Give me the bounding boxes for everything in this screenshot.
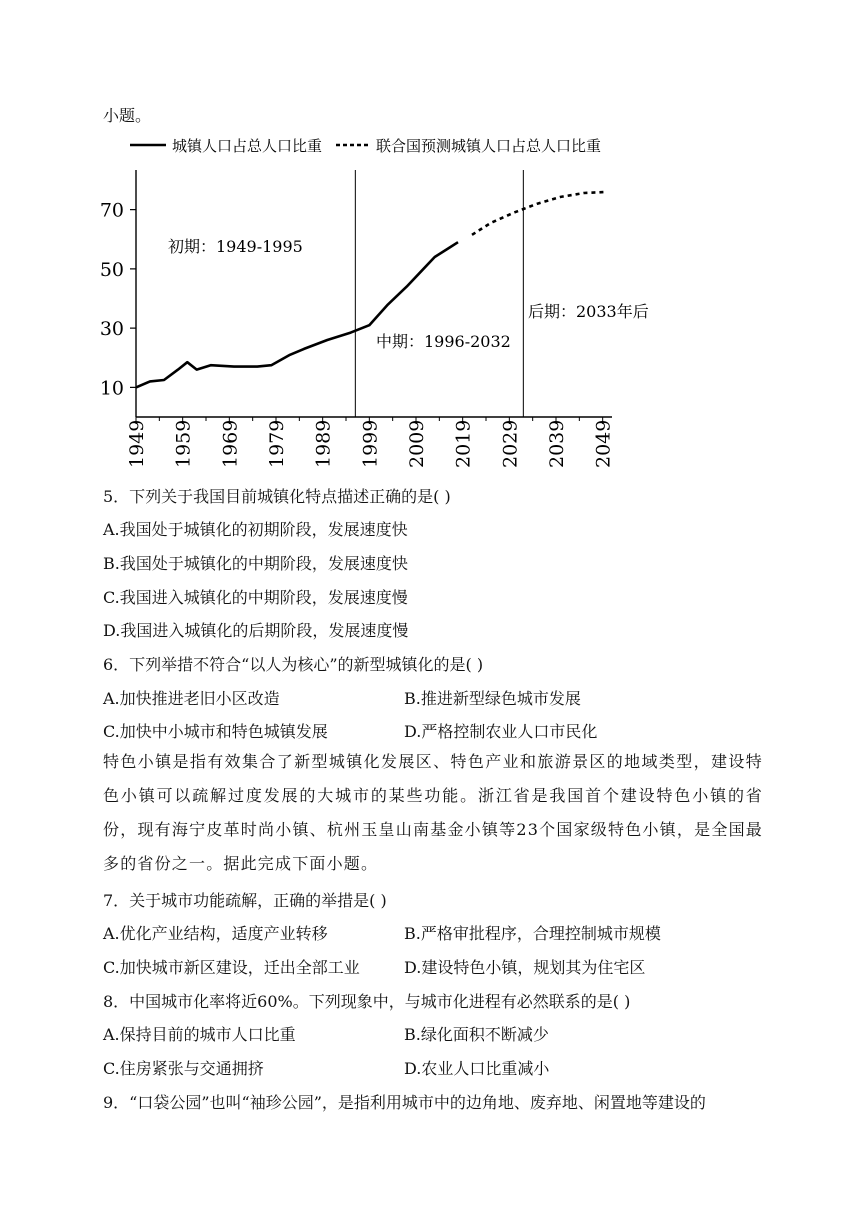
q7-option-d: D.建设特色小镇，规划其为住宅区 — [404, 958, 646, 977]
x-tick-label-2009: 2009 — [406, 419, 428, 468]
legend-dashed-label: 联合国预测城镇人口占总人口比重 — [376, 137, 602, 155]
q6-option-a: A.加快推进老旧小区改造 — [103, 689, 280, 708]
q7-stem: 7．关于城市功能疏解，正确的举措是( ) — [103, 891, 387, 910]
q6-option-d: D.严格控制农业人口市民化 — [404, 722, 598, 741]
x-tick-label-2019: 2019 — [452, 419, 475, 468]
series-forecast-line — [472, 192, 607, 235]
x-tick-label-2029: 2029 — [499, 419, 522, 468]
q9-stem: 9．“口袋公园”也叫“袖珍公园”，是指利用城市中的边角地、废弃地、闲置地等建设的 — [103, 1093, 706, 1112]
q7-option-b: B.严格审批程序，合理控制城市规模 — [404, 924, 661, 943]
q5-stem: 5．下列关于我国目前城镇化特点描述正确的是( ) — [103, 487, 451, 506]
chart-plot — [136, 192, 607, 388]
x-tick-label-1969: 1969 — [219, 419, 242, 468]
passage: 特色小镇是指有效集合了新型城镇化发展区、特色产业和旅游景区的地域类型，建设特色小镇可以疏解过度发展的大城市的某些功能。浙江省是我国首个建设特色小镇的省份，现有海宁皮革时尚小镇、杭州玉皇山南基金小镇等23个国家级特色小镇，是全国最多的省份之一。据此完成下面小题。 — [103, 752, 763, 873]
q7-option-a: A.优化产业结构，适度产业转移 — [103, 924, 328, 943]
q6-stem: 6．下列举措不符合“以人为核心”的新型城镇化的是( ) — [103, 655, 484, 674]
y-tick-label-30: 30 — [99, 318, 124, 341]
y-tick-label-70: 70 — [99, 199, 124, 222]
x-tick-label-1949: 1949 — [126, 419, 148, 468]
q8-option-a: A.保持目前的城市人口比重 — [103, 1025, 296, 1044]
x-tick-label-2049: 2049 — [592, 419, 615, 468]
q6-option-b: B.推进新型绿色城市发展 — [404, 689, 581, 708]
x-tick-label-1989: 1989 — [312, 419, 335, 468]
q8-option-d: D.农业人口比重减小 — [404, 1059, 550, 1078]
q7-option-c: C.加快城市新区建设，迁出全部工业 — [103, 958, 360, 977]
q8-stem: 8．中国城市化率将近60%。下列现象中，与城市化进程有必然联系的是( ) — [103, 992, 631, 1011]
series-urbanization-line — [136, 242, 458, 387]
q5-option-b: B.我国处于城镇化的中期阶段，发展速度快 — [103, 554, 408, 573]
y-tick-label-10: 10 — [99, 377, 124, 400]
q8-option-b: B.绿化面积不断减少 — [404, 1025, 549, 1044]
y-tick-label-50: 50 — [99, 258, 124, 281]
q6-option-c: C.加快中小城市和特色城镇发展 — [103, 722, 328, 741]
urbanization-chart — [0, 128, 860, 468]
phase-label-2: 中期：1996-2032 — [376, 332, 511, 351]
chart-legend — [130, 137, 601, 155]
q5-option-d: D.我国进入城镇化的后期阶段，发展速度慢 — [103, 621, 409, 640]
x-tick-label-1979: 1979 — [266, 419, 288, 468]
legend-solid-label: 城镇人口占总人口比重 — [172, 137, 323, 155]
x-tick-label-2039: 2039 — [546, 419, 568, 468]
q5-option-c: C.我国进入城镇化的中期阶段，发展速度慢 — [103, 588, 408, 607]
x-tick-label-1959: 1959 — [172, 419, 195, 468]
q5-option-a: A.我国处于城镇化的初期阶段，发展速度快 — [103, 520, 408, 539]
q8-option-c: C.住房紧张与交通拥挤 — [103, 1059, 264, 1078]
intro-tail: 小题。 — [103, 106, 152, 125]
phase-label-3: 后期：2033年后 — [528, 302, 649, 321]
x-tick-label-1999: 1999 — [359, 419, 382, 468]
phase-label-1: 初期：1949-1995 — [168, 237, 303, 256]
